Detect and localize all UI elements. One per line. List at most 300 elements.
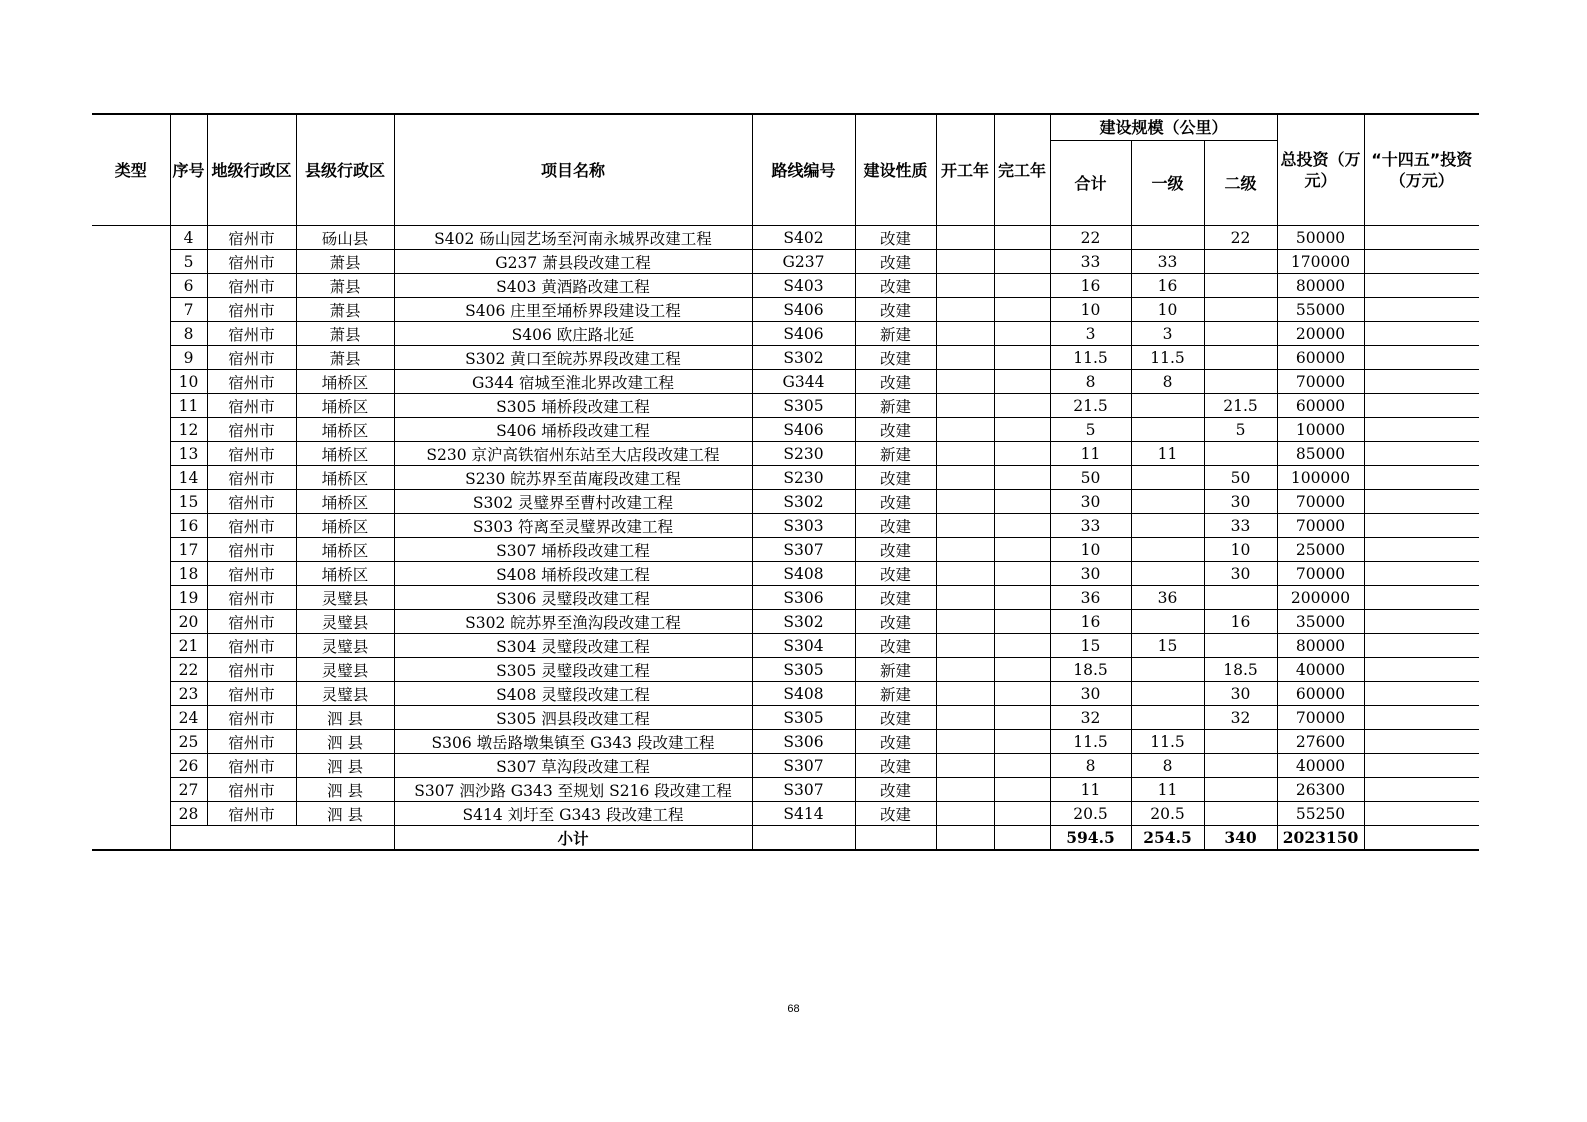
county-cell: 萧县 (296, 250, 394, 274)
table-row (92, 658, 1479, 682)
end-year-cell (994, 754, 1050, 778)
scale-total-cell: 3 (1050, 322, 1131, 346)
project-cell: G237 萧县段改建工程 (394, 250, 752, 274)
city-cell: 宿州市 (207, 586, 296, 610)
plan-invest-cell (1364, 586, 1479, 610)
nature-cell: 改建 (855, 298, 936, 322)
plan-invest-cell (1364, 682, 1479, 706)
table-row (92, 466, 1479, 490)
project-cell: S230 皖苏界至苗庵段改建工程 (394, 466, 752, 490)
route-cell: S307 (752, 538, 855, 562)
plan-invest-cell (1364, 370, 1479, 394)
scale-level2-cell (1204, 298, 1277, 322)
invest-cell: 40000 (1277, 754, 1364, 778)
invest-cell: 20000 (1277, 322, 1364, 346)
city-cell: 宿州市 (207, 274, 296, 298)
start-year-cell (936, 658, 994, 682)
plan-invest-cell (1364, 778, 1479, 802)
end-year-cell (994, 730, 1050, 754)
end-year-cell (994, 346, 1050, 370)
header-nature: 建设性质 (855, 114, 936, 226)
start-year-cell (936, 490, 994, 514)
invest-cell: 25000 (1277, 538, 1364, 562)
end-year-cell (994, 514, 1050, 538)
scale-level2-cell (1204, 322, 1277, 346)
type-cell (92, 562, 170, 586)
invest-cell: 55000 (1277, 298, 1364, 322)
route-cell: S305 (752, 394, 855, 418)
scale-level2-cell (1204, 586, 1277, 610)
nature-cell: 改建 (855, 466, 936, 490)
nature-cell: 改建 (855, 370, 936, 394)
invest-cell: 27600 (1277, 730, 1364, 754)
project-cell: S305 灵璧段改建工程 (394, 658, 752, 682)
scale-level2-cell: 50 (1204, 466, 1277, 490)
project-cell: S305 埇桥段改建工程 (394, 394, 752, 418)
scale-level2-cell: 18.5 (1204, 658, 1277, 682)
type-cell (92, 802, 170, 826)
end-year-cell (994, 394, 1050, 418)
route-cell: S408 (752, 562, 855, 586)
route-cell: S230 (752, 466, 855, 490)
route-cell: S408 (752, 682, 855, 706)
subtotal-row (92, 826, 1479, 851)
start-year-cell (936, 562, 994, 586)
end-year-cell (994, 370, 1050, 394)
nature-cell: 改建 (855, 490, 936, 514)
county-cell: 萧县 (296, 322, 394, 346)
scale-level1-cell (1131, 514, 1204, 538)
invest-cell: 70000 (1277, 370, 1364, 394)
route-cell: G344 (752, 370, 855, 394)
project-cell: S304 灵璧段改建工程 (394, 634, 752, 658)
scale-level1-cell: 33 (1131, 250, 1204, 274)
county-cell: 萧县 (296, 298, 394, 322)
nature-cell: 改建 (855, 418, 936, 442)
scale-level1-cell (1131, 682, 1204, 706)
type-cell (92, 346, 170, 370)
subtotal-scale-level1: 254.5 (1131, 826, 1204, 851)
project-cell: S306 灵璧段改建工程 (394, 586, 752, 610)
seq-cell: 14 (170, 466, 207, 490)
type-cell (92, 658, 170, 682)
nature-cell: 新建 (855, 442, 936, 466)
start-year-cell (936, 466, 994, 490)
header-start-year: 开工年 (936, 114, 994, 226)
city-cell: 宿州市 (207, 514, 296, 538)
scale-total-cell: 21.5 (1050, 394, 1131, 418)
plan-invest-cell (1364, 538, 1479, 562)
plan-invest-cell (1364, 514, 1479, 538)
plan-invest-cell (1364, 754, 1479, 778)
scale-level2-cell (1204, 634, 1277, 658)
scale-level1-cell: 10 (1131, 298, 1204, 322)
city-cell: 宿州市 (207, 730, 296, 754)
subtotal-end-cell (994, 826, 1050, 851)
seq-cell: 24 (170, 706, 207, 730)
table-row (92, 298, 1479, 322)
start-year-cell (936, 322, 994, 346)
invest-cell: 70000 (1277, 514, 1364, 538)
scale-level1-cell (1131, 466, 1204, 490)
invest-cell: 60000 (1277, 346, 1364, 370)
scale-level1-cell: 15 (1131, 634, 1204, 658)
county-cell: 泗 县 (296, 706, 394, 730)
county-cell: 埇桥区 (296, 562, 394, 586)
seq-cell: 27 (170, 778, 207, 802)
city-cell: 宿州市 (207, 226, 296, 250)
scale-level1-cell (1131, 706, 1204, 730)
project-cell: S307 草沟段改建工程 (394, 754, 752, 778)
seq-cell: 15 (170, 490, 207, 514)
plan-invest-cell (1364, 322, 1479, 346)
scale-level1-cell (1131, 658, 1204, 682)
project-cell: S403 黄酒路改建工程 (394, 274, 752, 298)
invest-cell: 50000 (1277, 226, 1364, 250)
scale-level2-cell (1204, 802, 1277, 826)
type-cell (92, 778, 170, 802)
route-cell: S406 (752, 418, 855, 442)
start-year-cell (936, 706, 994, 730)
city-cell: 宿州市 (207, 706, 296, 730)
route-cell: S306 (752, 586, 855, 610)
route-cell: S306 (752, 730, 855, 754)
type-cell (92, 466, 170, 490)
scale-level2-cell (1204, 346, 1277, 370)
end-year-cell (994, 658, 1050, 682)
scale-level1-cell: 11 (1131, 778, 1204, 802)
county-cell: 砀山县 (296, 226, 394, 250)
scale-total-cell: 30 (1050, 490, 1131, 514)
city-cell: 宿州市 (207, 754, 296, 778)
scale-total-cell: 10 (1050, 298, 1131, 322)
table-row (92, 778, 1479, 802)
seq-cell: 22 (170, 658, 207, 682)
type-cell (92, 730, 170, 754)
route-cell: S307 (752, 778, 855, 802)
header-plan-invest: “十四五”投资（万元） (1364, 114, 1479, 226)
scale-level1-cell (1131, 394, 1204, 418)
table-row (92, 730, 1479, 754)
project-cell: S303 符离至灵璧界改建工程 (394, 514, 752, 538)
scale-total-cell: 10 (1050, 538, 1131, 562)
county-cell: 埇桥区 (296, 514, 394, 538)
invest-cell: 70000 (1277, 706, 1364, 730)
plan-invest-cell (1364, 634, 1479, 658)
county-cell: 灵璧县 (296, 610, 394, 634)
end-year-cell (994, 490, 1050, 514)
plan-invest-cell (1364, 418, 1479, 442)
type-cell (92, 586, 170, 610)
route-cell: S406 (752, 298, 855, 322)
seq-cell: 19 (170, 586, 207, 610)
county-cell: 泗 县 (296, 802, 394, 826)
header-row-1 (92, 114, 1479, 141)
start-year-cell (936, 370, 994, 394)
end-year-cell (994, 538, 1050, 562)
end-year-cell (994, 274, 1050, 298)
scale-level1-cell: 16 (1131, 274, 1204, 298)
seq-cell: 25 (170, 730, 207, 754)
nature-cell: 改建 (855, 802, 936, 826)
plan-invest-cell (1364, 658, 1479, 682)
page-number: 68 (787, 1003, 800, 1015)
invest-cell: 200000 (1277, 586, 1364, 610)
table-body (92, 226, 1479, 851)
nature-cell: 改建 (855, 610, 936, 634)
end-year-cell (994, 682, 1050, 706)
invest-cell: 55250 (1277, 802, 1364, 826)
end-year-cell (994, 802, 1050, 826)
city-cell: 宿州市 (207, 490, 296, 514)
county-cell: 灵璧县 (296, 682, 394, 706)
project-cell: S302 灵璧界至曹村改建工程 (394, 490, 752, 514)
plan-invest-cell (1364, 610, 1479, 634)
nature-cell: 改建 (855, 274, 936, 298)
seq-cell: 12 (170, 418, 207, 442)
plan-invest-cell (1364, 562, 1479, 586)
start-year-cell (936, 778, 994, 802)
scale-total-cell: 22 (1050, 226, 1131, 250)
scale-level2-cell: 33 (1204, 514, 1277, 538)
end-year-cell (994, 778, 1050, 802)
scale-total-cell: 11 (1050, 778, 1131, 802)
city-cell: 宿州市 (207, 658, 296, 682)
city-cell: 宿州市 (207, 778, 296, 802)
scale-total-cell: 11 (1050, 442, 1131, 466)
county-cell: 萧县 (296, 274, 394, 298)
plan-invest-cell (1364, 394, 1479, 418)
table-row (92, 586, 1479, 610)
invest-cell: 85000 (1277, 442, 1364, 466)
subtotal-start-cell (936, 826, 994, 851)
invest-cell: 35000 (1277, 610, 1364, 634)
project-cell: S414 刘圩至 G343 段改建工程 (394, 802, 752, 826)
nature-cell: 新建 (855, 682, 936, 706)
route-cell: S303 (752, 514, 855, 538)
plan-invest-cell (1364, 490, 1479, 514)
start-year-cell (936, 394, 994, 418)
scale-level1-cell: 8 (1131, 754, 1204, 778)
scale-level1-cell (1131, 562, 1204, 586)
table-row (92, 634, 1479, 658)
nature-cell: 改建 (855, 226, 936, 250)
scale-level2-cell: 10 (1204, 538, 1277, 562)
header-scale-level1: 一级 (1131, 141, 1204, 226)
county-cell: 埇桥区 (296, 538, 394, 562)
scale-level2-cell (1204, 274, 1277, 298)
start-year-cell (936, 226, 994, 250)
invest-cell: 80000 (1277, 274, 1364, 298)
seq-cell: 9 (170, 346, 207, 370)
route-cell: S402 (752, 226, 855, 250)
header-scale-level2: 二级 (1204, 141, 1277, 226)
type-cell (92, 370, 170, 394)
scale-total-cell: 30 (1050, 682, 1131, 706)
type-cell (92, 826, 170, 851)
scale-level2-cell (1204, 778, 1277, 802)
city-cell: 宿州市 (207, 682, 296, 706)
header-scale-total: 合计 (1050, 141, 1131, 226)
seq-cell: 11 (170, 394, 207, 418)
scale-total-cell: 8 (1050, 370, 1131, 394)
table-row (92, 394, 1479, 418)
subtotal-nature-cell (855, 826, 936, 851)
subtotal-scale-level2: 340 (1204, 826, 1277, 851)
table-row (92, 562, 1479, 586)
scale-level2-cell: 22 (1204, 226, 1277, 250)
plan-invest-cell (1364, 802, 1479, 826)
county-cell: 埇桥区 (296, 490, 394, 514)
start-year-cell (936, 514, 994, 538)
scale-total-cell: 20.5 (1050, 802, 1131, 826)
start-year-cell (936, 346, 994, 370)
scale-level2-cell: 30 (1204, 562, 1277, 586)
city-cell: 宿州市 (207, 562, 296, 586)
scale-total-cell: 36 (1050, 586, 1131, 610)
seq-cell: 23 (170, 682, 207, 706)
invest-cell: 60000 (1277, 682, 1364, 706)
county-cell: 埇桥区 (296, 370, 394, 394)
seq-cell: 28 (170, 802, 207, 826)
seq-cell: 6 (170, 274, 207, 298)
type-cell (92, 514, 170, 538)
type-cell (92, 298, 170, 322)
nature-cell: 改建 (855, 346, 936, 370)
scale-level1-cell: 8 (1131, 370, 1204, 394)
city-cell: 宿州市 (207, 466, 296, 490)
county-cell: 泗 县 (296, 754, 394, 778)
project-cell: S305 泗县段改建工程 (394, 706, 752, 730)
start-year-cell (936, 610, 994, 634)
table-row (92, 274, 1479, 298)
invest-cell: 80000 (1277, 634, 1364, 658)
invest-cell: 70000 (1277, 562, 1364, 586)
scale-total-cell: 32 (1050, 706, 1131, 730)
project-cell: G344 宿城至淮北界改建工程 (394, 370, 752, 394)
invest-cell: 10000 (1277, 418, 1364, 442)
invest-cell: 26300 (1277, 778, 1364, 802)
type-cell (92, 754, 170, 778)
scale-level2-cell: 21.5 (1204, 394, 1277, 418)
start-year-cell (936, 754, 994, 778)
type-cell (92, 322, 170, 346)
plan-invest-cell (1364, 442, 1479, 466)
start-year-cell (936, 538, 994, 562)
seq-cell: 5 (170, 250, 207, 274)
plan-invest-cell (1364, 226, 1479, 250)
city-cell: 宿州市 (207, 634, 296, 658)
plan-invest-cell (1364, 730, 1479, 754)
type-cell (92, 274, 170, 298)
nature-cell: 改建 (855, 250, 936, 274)
subtotal-route-cell (752, 826, 855, 851)
scale-total-cell: 15 (1050, 634, 1131, 658)
header-type: 类型 (92, 114, 170, 226)
nature-cell: 改建 (855, 634, 936, 658)
nature-cell: 改建 (855, 562, 936, 586)
seq-cell: 4 (170, 226, 207, 250)
project-cell: S406 庄里至埇桥界段建设工程 (394, 298, 752, 322)
scale-level1-cell (1131, 490, 1204, 514)
invest-cell: 70000 (1277, 490, 1364, 514)
scale-total-cell: 8 (1050, 754, 1131, 778)
subtotal-label: 小计 (394, 826, 752, 851)
table-row (92, 538, 1479, 562)
county-cell: 埇桥区 (296, 442, 394, 466)
city-cell: 宿州市 (207, 298, 296, 322)
plan-invest-cell (1364, 298, 1479, 322)
route-cell: S302 (752, 610, 855, 634)
route-cell: S305 (752, 658, 855, 682)
type-cell (92, 442, 170, 466)
nature-cell: 改建 (855, 514, 936, 538)
scale-total-cell: 50 (1050, 466, 1131, 490)
table-row (92, 226, 1479, 250)
route-cell: S305 (752, 706, 855, 730)
city-cell: 宿州市 (207, 610, 296, 634)
header-route: 路线编号 (752, 114, 855, 226)
project-cell: S406 埇桥段改建工程 (394, 418, 752, 442)
table-row (92, 322, 1479, 346)
county-cell: 灵璧县 (296, 658, 394, 682)
subtotal-blank-cell (170, 826, 394, 851)
seq-cell: 20 (170, 610, 207, 634)
table-row (92, 418, 1479, 442)
project-cell: S408 埇桥段改建工程 (394, 562, 752, 586)
city-cell: 宿州市 (207, 346, 296, 370)
city-cell: 宿州市 (207, 250, 296, 274)
project-cell: S230 京沪高铁宿州东站至大店段改建工程 (394, 442, 752, 466)
route-cell: S230 (752, 442, 855, 466)
header-seq: 序号 (170, 114, 207, 226)
table-row (92, 346, 1479, 370)
end-year-cell (994, 706, 1050, 730)
nature-cell: 改建 (855, 730, 936, 754)
city-cell: 宿州市 (207, 394, 296, 418)
subtotal-invest: 2023150 (1277, 826, 1364, 851)
route-cell: S403 (752, 274, 855, 298)
type-cell (92, 418, 170, 442)
start-year-cell (936, 274, 994, 298)
end-year-cell (994, 418, 1050, 442)
seq-cell: 8 (170, 322, 207, 346)
project-cell: S408 灵璧段改建工程 (394, 682, 752, 706)
end-year-cell (994, 466, 1050, 490)
table-row (92, 442, 1479, 466)
plan-invest-cell (1364, 346, 1479, 370)
scale-total-cell: 11.5 (1050, 346, 1131, 370)
type-cell (92, 610, 170, 634)
project-table (92, 113, 1479, 851)
nature-cell: 改建 (855, 754, 936, 778)
seq-cell: 16 (170, 514, 207, 538)
scale-level1-cell (1131, 610, 1204, 634)
route-cell: S414 (752, 802, 855, 826)
route-cell: S302 (752, 346, 855, 370)
header-city: 地级行政区 (207, 114, 296, 226)
type-cell (92, 394, 170, 418)
scale-total-cell: 33 (1050, 514, 1131, 538)
scale-level2-cell (1204, 754, 1277, 778)
end-year-cell (994, 298, 1050, 322)
scale-total-cell: 18.5 (1050, 658, 1131, 682)
nature-cell: 新建 (855, 322, 936, 346)
scale-level2-cell (1204, 370, 1277, 394)
scale-total-cell: 5 (1050, 418, 1131, 442)
county-cell: 泗 县 (296, 730, 394, 754)
end-year-cell (994, 562, 1050, 586)
